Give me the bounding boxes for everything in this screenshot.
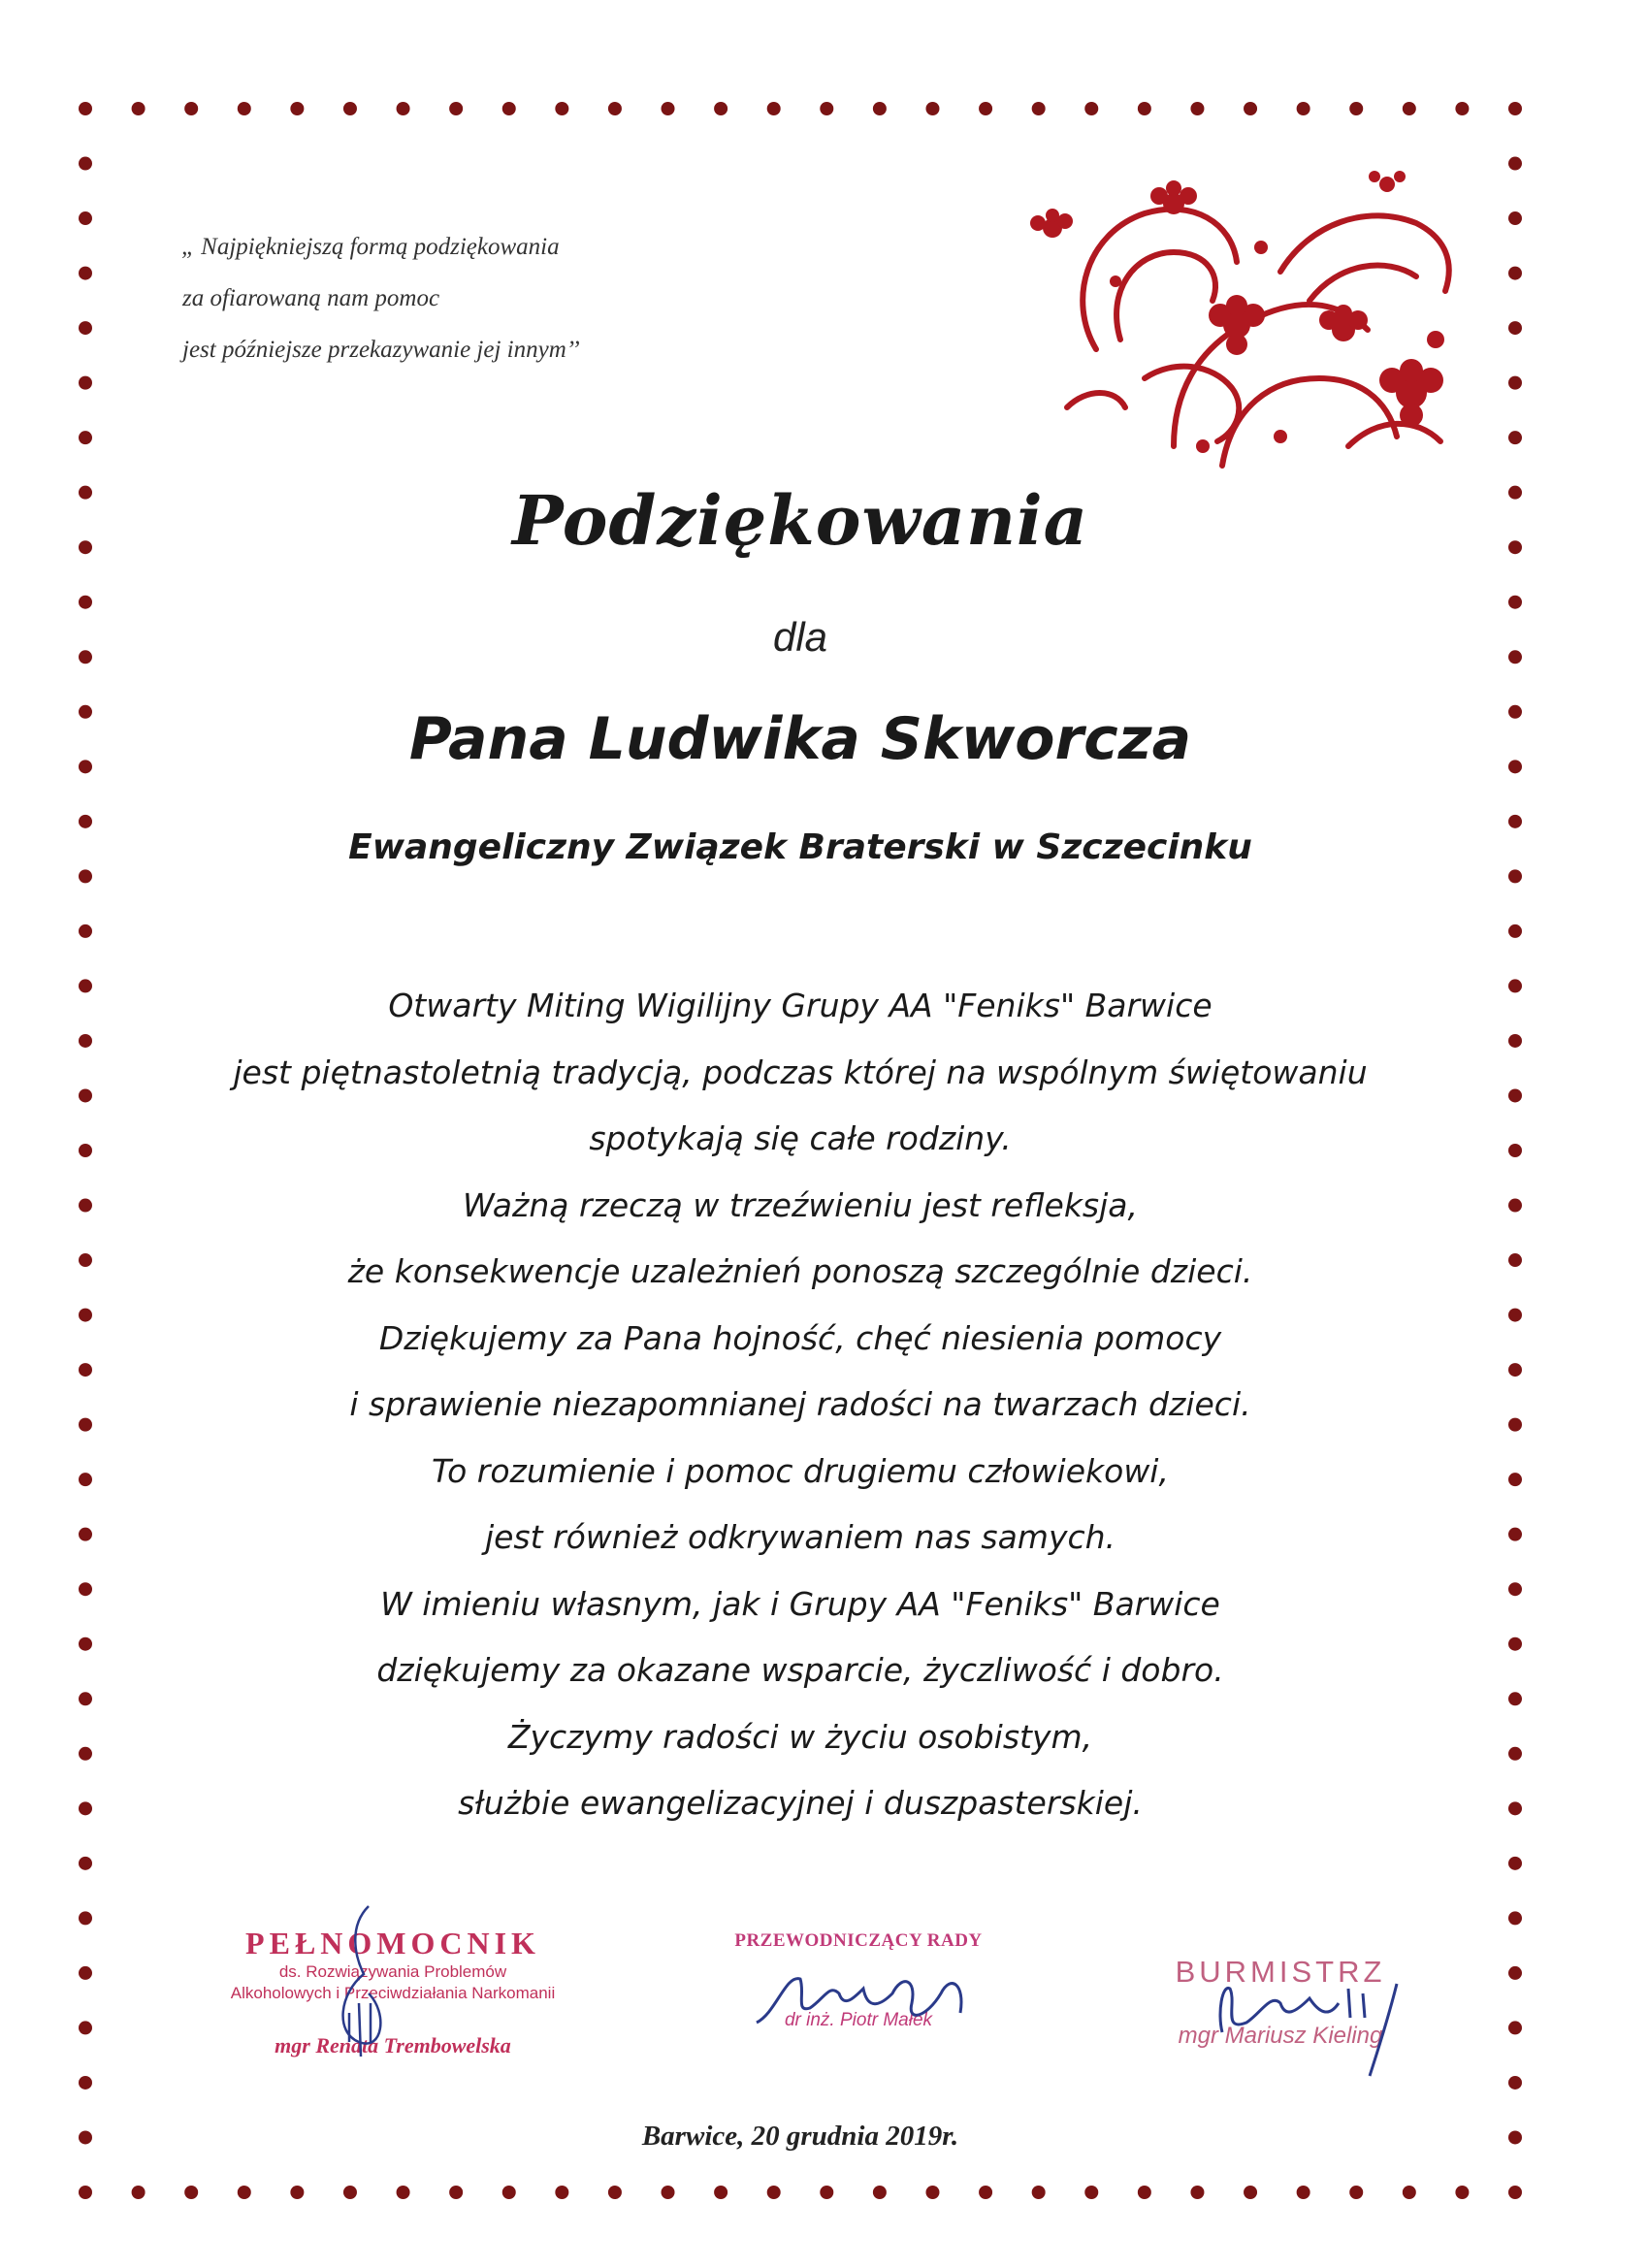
border-dot xyxy=(449,2186,463,2199)
border-dot xyxy=(714,102,728,115)
border-dot xyxy=(238,102,251,115)
border-dot xyxy=(79,596,92,609)
border-dot xyxy=(184,2186,198,2199)
border-dot xyxy=(1508,596,1522,609)
border-dot xyxy=(1190,2186,1204,2199)
border-dot xyxy=(662,2186,675,2199)
floral-ornament-icon xyxy=(1028,155,1465,485)
border-dot xyxy=(1297,2186,1310,2199)
border-dot xyxy=(1508,1911,1522,1925)
handwritten-signature xyxy=(1203,1974,1416,2081)
stamp-line: Alkoholowych i Przeciwdziałania Narkomanii xyxy=(230,1984,556,2002)
motto-line-1: „ Najpiękniejszą formą podziękowania xyxy=(181,234,560,260)
body-line: jest piętnastoletnią tradycją, podczas której na wspólnym świętowaniu xyxy=(233,1053,1368,1091)
body-line: Ważną rzeczą w trzeźwieniu jest refleksja, xyxy=(462,1185,1138,1224)
border-dot xyxy=(397,2186,410,2199)
border-dot xyxy=(79,1857,92,1870)
body-line: Dziękujemy za Pana hojność, chęć niesienia pomocy xyxy=(378,1318,1222,1357)
border-dot xyxy=(608,102,622,115)
border-dot xyxy=(343,102,357,115)
border-dot xyxy=(555,2186,568,2199)
border-dot xyxy=(1508,376,1522,390)
stamp-name: dr inż. Piotr Małek xyxy=(784,2010,933,2030)
border-dot xyxy=(767,102,781,115)
recipient-organization: Ewangeliczny Związek Braterski w Szczecinku xyxy=(348,827,1252,867)
border-dot xyxy=(1138,2186,1151,2199)
border-dot xyxy=(1508,321,1522,335)
stamp-title: PEŁNOMOCNIK xyxy=(245,1926,540,1960)
body-line: Życzymy radości w życiu osobistym, xyxy=(507,1717,1093,1756)
border-dot xyxy=(1455,2186,1469,2199)
body-line: służbie ewangelizacyjnej i duszpasterskiej. xyxy=(458,1784,1143,1822)
border-dot xyxy=(1508,924,1522,938)
border-dot xyxy=(925,102,939,115)
border-dot xyxy=(1508,1857,1522,1870)
stamp-name: mgr Mariusz Kieling xyxy=(1178,2023,1383,2049)
border-dot xyxy=(290,2186,304,2199)
border-dot xyxy=(132,2186,146,2199)
border-dot xyxy=(1084,2186,1098,2199)
border-dot xyxy=(1508,869,1522,883)
border-dot xyxy=(1297,102,1310,115)
border-dot xyxy=(1190,102,1204,115)
border-dot xyxy=(1244,102,1257,115)
border-dot xyxy=(1244,2186,1257,2199)
border-dot xyxy=(79,321,92,335)
border-dot xyxy=(449,102,463,115)
body-text xyxy=(0,973,1600,1837)
border-dot xyxy=(873,102,887,115)
border-dot xyxy=(1349,2186,1363,2199)
border-dot xyxy=(79,1966,92,1980)
border-dot xyxy=(79,2186,92,2199)
border-dot xyxy=(873,2186,887,2199)
certificate-title: Podziękowania xyxy=(512,480,1088,561)
body-line: To rozumienie i pomoc drugiemu człowiekowi, xyxy=(432,1451,1169,1490)
border-dot xyxy=(662,102,675,115)
border-dot xyxy=(502,2186,516,2199)
border-dot xyxy=(925,2186,939,2199)
body-line: spotykają się całe rodziny. xyxy=(589,1119,1012,1157)
motto-line-3: jest późniejsze przekazywanie jej innym’’ xyxy=(182,337,580,363)
border-dot xyxy=(1508,1966,1522,1980)
border-dot xyxy=(1508,2076,1522,2090)
border-dot xyxy=(1403,102,1416,115)
border-dot xyxy=(132,102,146,115)
border-dot xyxy=(608,2186,622,2199)
stamp-title: PRZEWODNICZĄCY RADY xyxy=(734,1930,983,1951)
border-dot xyxy=(79,267,92,280)
motto-quote xyxy=(179,221,580,375)
body-line: W imieniu własnym, jak i Grupy AA "Feniks" Barwice xyxy=(380,1584,1220,1623)
border-dot xyxy=(1508,2186,1522,2199)
body-line: że konsekwencje uzależnień ponoszą szczególnie dzieci. xyxy=(347,1252,1253,1290)
body-line: dziękujemy za okazane wsparcie, życzliwość i dobro. xyxy=(376,1651,1224,1689)
border-dot xyxy=(1508,815,1522,828)
handwritten-signature xyxy=(310,1896,417,2090)
place-and-date: Barwice, 20 grudnia 2019r. xyxy=(641,2121,959,2152)
border-dot xyxy=(820,2186,833,2199)
border-dot xyxy=(79,157,92,171)
border-dot xyxy=(79,376,92,390)
body-line: Otwarty Miting Wigilijny Grupy AA "Feniks" Barwice xyxy=(388,987,1212,1024)
border-dot xyxy=(397,102,410,115)
border-dot xyxy=(979,2186,992,2199)
border-dot xyxy=(290,102,304,115)
border-dot xyxy=(1032,2186,1046,2199)
border-dot xyxy=(79,924,92,938)
border-dot xyxy=(1508,102,1522,115)
dla-label: dla xyxy=(772,614,828,660)
border-dot xyxy=(343,2186,357,2199)
border-dot xyxy=(767,2186,781,2199)
border-dot xyxy=(1508,211,1522,225)
border-dot xyxy=(79,1911,92,1925)
border-dot xyxy=(555,102,568,115)
border-dot xyxy=(1349,102,1363,115)
border-dot xyxy=(1084,102,1098,115)
border-dot xyxy=(979,102,992,115)
border-dot xyxy=(79,869,92,883)
motto-line-2: za ofiarowaną nam pomoc xyxy=(182,285,440,311)
body-line: i sprawienie niezapomnianej radości na twarzach dzieci. xyxy=(349,1385,1251,1423)
body-line: jest również odkrywaniem nas samych. xyxy=(484,1518,1116,1556)
recipient-name: Pana Ludwika Skworcza xyxy=(408,705,1192,773)
border-dot xyxy=(714,2186,728,2199)
stamp-title: BURMISTRZ xyxy=(1175,1955,1386,1989)
border-dot xyxy=(1508,431,1522,444)
border-dot xyxy=(79,431,92,444)
stamp-name: mgr Renata Trembowelska xyxy=(275,2033,511,2057)
border-dot xyxy=(1455,102,1469,115)
border-dot xyxy=(79,102,92,115)
border-dot xyxy=(79,815,92,828)
border-dot xyxy=(238,2186,251,2199)
border-dot xyxy=(79,2021,92,2034)
border-dot xyxy=(1508,267,1522,280)
stamp-line: ds. Rozwiązywania Problemów xyxy=(278,1962,507,1981)
border-dot xyxy=(1403,2186,1416,2199)
border-dot xyxy=(79,2076,92,2090)
border-dot xyxy=(820,102,833,115)
border-dot xyxy=(502,102,516,115)
border-dot xyxy=(1138,102,1151,115)
border-dot xyxy=(1508,157,1522,171)
border-dot xyxy=(184,102,198,115)
border-dot xyxy=(1032,102,1046,115)
border-dot xyxy=(79,211,92,225)
border-dot xyxy=(1508,2021,1522,2034)
handwritten-signature xyxy=(747,1955,989,2042)
